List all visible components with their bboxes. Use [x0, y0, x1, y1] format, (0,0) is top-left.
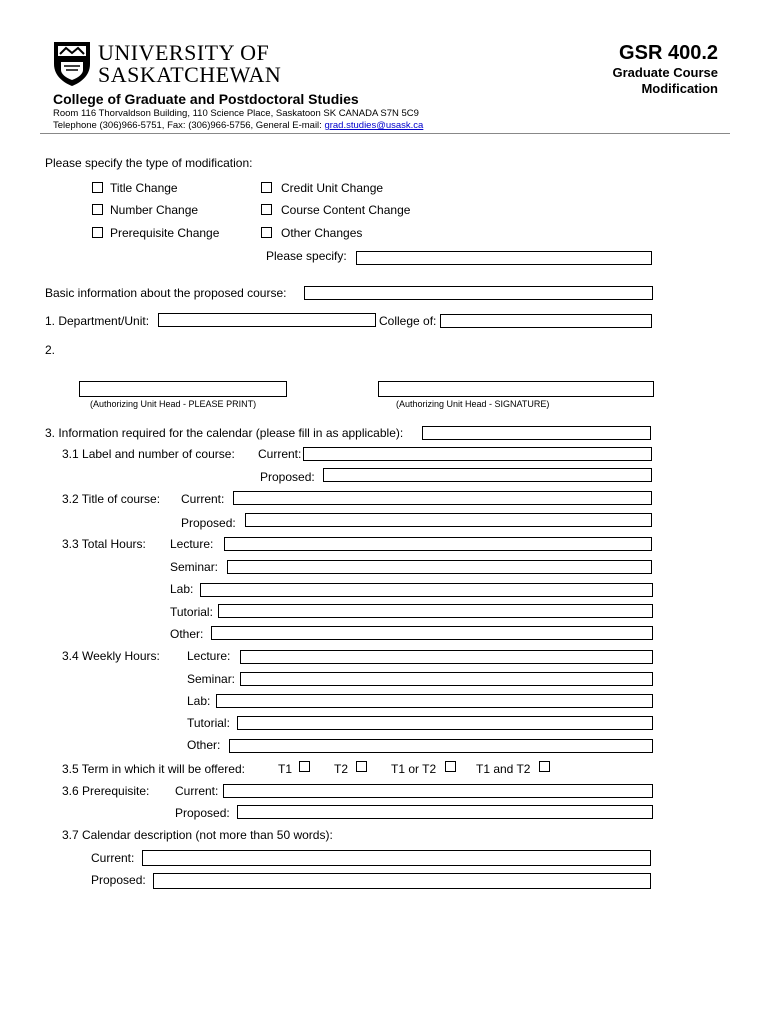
desc-proposed-label: Proposed: — [91, 873, 146, 887]
desc-proposed-field[interactable] — [153, 873, 651, 889]
header-divider — [40, 133, 730, 134]
weekly-lab-field[interactable] — [216, 694, 653, 708]
item-2-label: 2. — [45, 343, 56, 357]
weekly-tutorial-field[interactable] — [237, 716, 653, 730]
label-current-field[interactable] — [303, 447, 652, 461]
total-seminar-label: Seminar: — [170, 560, 219, 574]
university-name-line2: SASKATCHEWAN — [98, 62, 282, 87]
form-title-line2: Modification — [641, 81, 718, 96]
please-specify-label: Please specify: — [266, 249, 347, 263]
credit-unit-change-checkbox[interactable] — [261, 182, 272, 193]
total-tutorial-label: Tutorial: — [170, 605, 213, 619]
department-field[interactable] — [158, 313, 376, 327]
term-t2-checkbox[interactable] — [356, 761, 367, 772]
title-current-field[interactable] — [233, 491, 652, 505]
section-3-3-label: 3.3 Total Hours: — [62, 537, 146, 551]
section-3-5-label: 3.5 Term in which it will be offered: — [62, 762, 245, 776]
other-changes-checkbox[interactable] — [261, 227, 272, 238]
please-specify-field[interactable] — [356, 251, 652, 265]
prereq-current-field[interactable] — [223, 784, 653, 798]
total-lecture-field[interactable] — [224, 537, 652, 551]
term-t1-and-t2-checkbox[interactable] — [539, 761, 550, 772]
desc-current-field[interactable] — [142, 850, 651, 866]
weekly-seminar-field[interactable] — [240, 672, 653, 686]
department-label: 1. Department/Unit: — [45, 314, 150, 328]
title-proposed-field[interactable] — [245, 513, 652, 527]
term-t1-or-t2-checkbox[interactable] — [445, 761, 456, 772]
total-other-field[interactable] — [211, 626, 653, 640]
weekly-other-label: Other: — [187, 738, 221, 752]
section-3-2-label: 3.2 Title of course: — [62, 492, 161, 506]
weekly-seminar-label: Seminar: — [187, 672, 236, 686]
term-t1-checkbox[interactable] — [299, 761, 310, 772]
total-lab-field[interactable] — [200, 583, 653, 597]
phone-fax-text: Telephone (306)966-5751, Fax: (306)966-5756, General E-mail: — [53, 120, 325, 131]
other-changes-label: Other Changes — [281, 226, 363, 240]
number-change-label: Number Change — [110, 203, 199, 217]
course-content-change-checkbox[interactable] — [261, 204, 272, 215]
prerequisite-change-label: Prerequisite Change — [110, 226, 220, 240]
term-t1-or-t2-label: T1 or T2 — [391, 762, 437, 776]
calendar-heading: 3. Information required for the calendar (please fill in as applicable): — [45, 426, 404, 440]
term-t1-and-t2-label: T1 and T2 — [476, 762, 531, 776]
college-of-field[interactable] — [440, 314, 652, 328]
total-lab-label: Lab: — [170, 582, 194, 596]
section-3-4-label: 3.4 Weekly Hours: — [62, 649, 160, 663]
total-tutorial-field[interactable] — [218, 604, 653, 618]
form-code: GSR 400.2 — [619, 42, 718, 64]
unit-head-name-field[interactable] — [79, 381, 287, 397]
print-caption: (Authorizing Unit Head - PLEASE PRINT) — [90, 399, 257, 409]
label-proposed-field[interactable] — [323, 468, 652, 482]
form-title-line1: Graduate Course — [612, 65, 718, 80]
title-change-label: Title Change — [110, 181, 178, 195]
number-change-checkbox[interactable] — [92, 204, 103, 215]
title-current-label: Current: — [181, 492, 225, 506]
credit-unit-change-label: Credit Unit Change — [281, 181, 384, 195]
title-change-checkbox[interactable] — [92, 182, 103, 193]
college-name: College of Graduate and Postdoctoral Studies — [53, 91, 359, 107]
term-t1-label: T1 — [278, 762, 293, 776]
university-crest-icon — [52, 40, 92, 88]
calendar-field[interactable] — [422, 426, 651, 440]
desc-current-label: Current: — [91, 851, 135, 865]
modification-prompt: Please specify the type of modification: — [45, 156, 253, 170]
college-of-label: College of: — [379, 314, 437, 328]
university-name-line1: UNIVERSITY OF — [98, 40, 270, 65]
prereq-proposed-field[interactable] — [237, 805, 653, 819]
total-other-label: Other: — [170, 627, 204, 641]
prereq-current-label: Current: — [175, 784, 219, 798]
address-line: Room 116 Thorvaldson Building, 110 Science Place, Saskatoon SK CANADA S7N 5C9 — [53, 108, 419, 119]
weekly-lecture-field[interactable] — [240, 650, 653, 664]
section-3-1-label: 3.1 Label and number of course: — [62, 447, 235, 461]
basic-info-label: Basic information about the proposed course: — [45, 286, 287, 300]
label-proposed-label: Proposed: — [260, 470, 315, 484]
label-current-label: Current: — [258, 447, 302, 461]
weekly-lab-label: Lab: — [187, 694, 211, 708]
prerequisite-change-checkbox[interactable] — [92, 227, 103, 238]
title-proposed-label: Proposed: — [181, 516, 236, 530]
total-seminar-field[interactable] — [227, 560, 652, 574]
basic-info-field[interactable] — [304, 286, 653, 300]
unit-head-signature-field[interactable] — [378, 381, 654, 397]
weekly-other-field[interactable] — [229, 739, 653, 753]
weekly-tutorial-label: Tutorial: — [187, 716, 230, 730]
email-link[interactable]: grad.studies@usask.ca — [324, 120, 424, 131]
weekly-lecture-label: Lecture: — [187, 649, 231, 663]
signature-caption: (Authorizing Unit Head - SIGNATURE) — [396, 399, 550, 409]
section-3-7-label: 3.7 Calendar description (not more than 50 words): — [62, 828, 333, 842]
term-t2-label: T2 — [334, 762, 349, 776]
prereq-proposed-label: Proposed: — [175, 806, 230, 820]
total-lecture-label: Lecture: — [170, 537, 214, 551]
course-content-change-label: Course Content Change — [281, 203, 411, 217]
contact-line — [53, 120, 423, 132]
section-3-6-label: 3.6 Prerequisite: — [62, 784, 150, 798]
